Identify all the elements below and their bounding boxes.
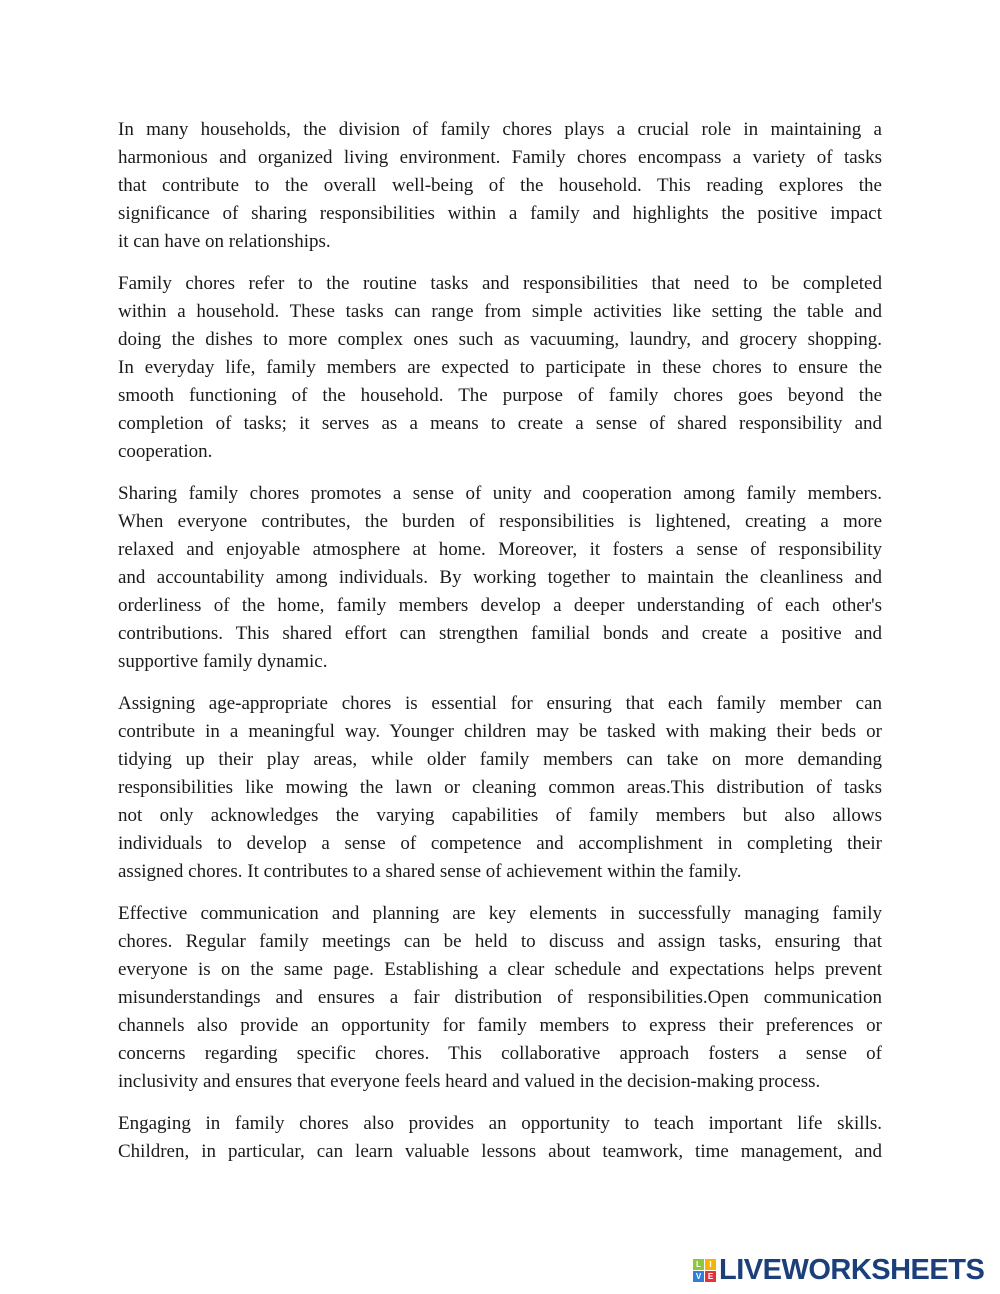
text-line: When everyone contributes, the burden of responsibilities is lightened, creating a more (118, 511, 882, 532)
text-line: channels also provide an opportunity for family members to express their preferences or (118, 1015, 882, 1036)
text-line: within a household. These tasks can range from simple activities like setting the table and (118, 301, 882, 322)
text-line: supportive family dynamic. (118, 651, 328, 672)
text-line: relaxed and enjoyable atmosphere at home. Moreover, it fosters a sense of responsibility (118, 539, 882, 560)
logo-tile: L (693, 1259, 704, 1270)
text-line: contributions. This shared effort can strengthen familial bonds and create a positive and (118, 623, 882, 644)
text-line: Sharing family chores promotes a sense of unity and cooperation among family members. (118, 483, 882, 504)
logo-tile: E (705, 1271, 716, 1282)
text-line: responsibilities like mowing the lawn or cleaning common areas.This distribution of tasks (118, 777, 882, 798)
text-line: not only acknowledges the varying capabilities of family members but also allows (118, 805, 882, 826)
live-tiles-icon (693, 1259, 716, 1282)
text-line: Children, in particular, can learn valuable lessons about teamwork, time management, and (118, 1141, 882, 1162)
text-line: assigned chores. It contributes to a shared sense of achievement within the family. (118, 861, 742, 882)
text-line: everyone is on the same page. Establishing a clear schedule and expectations helps prevent (118, 959, 882, 980)
text-line: significance of sharing responsibilities within a family and highlights the positive impact (118, 203, 882, 224)
text-line: concerns regarding specific chores. This collaborative approach fosters a sense of (118, 1043, 882, 1064)
document-body (118, 116, 882, 1180)
text-line: In many households, the division of family chores plays a crucial role in maintaining a (118, 119, 882, 140)
text-line: and accountability among individuals. By working together to maintain the cleanliness and (118, 567, 882, 588)
paragraph (118, 116, 882, 256)
text-line: it can have on relationships. (118, 231, 331, 252)
text-line: misunderstandings and ensures a fair distribution of responsibilities.Open communication (118, 987, 882, 1008)
logo-text: LIVEWORKSHEETS (719, 1254, 985, 1286)
text-line: harmonious and organized living environment. Family chores encompass a variety of tasks (118, 147, 882, 168)
text-line: smooth functioning of the household. The purpose of family chores goes beyond the (118, 385, 882, 406)
paragraph (118, 690, 882, 886)
paragraph (118, 480, 882, 676)
paragraph (118, 270, 882, 466)
text-line: cooperation. (118, 441, 213, 462)
text-line: Effective communication and planning are key elements in successfully managing family (118, 903, 882, 924)
text-line: Engaging in family chores also provides an opportunity to teach important life skills. (118, 1113, 882, 1134)
text-line: Family chores refer to the routine tasks and responsibilities that need to be completed (118, 273, 882, 294)
text-line: orderliness of the home, family members develop a deeper understanding of each other's (118, 595, 882, 616)
text-line: chores. Regular family meetings can be held to discuss and assign tasks, ensuring that (118, 931, 882, 952)
text-line: In everyday life, family members are expected to participate in these chores to ensure the (118, 357, 882, 378)
text-line: inclusivity and ensures that everyone feels heard and valued in the decision-making process. (118, 1071, 821, 1092)
text-line: that contribute to the overall well-being of the household. This reading explores the (118, 175, 882, 196)
paragraph (118, 900, 882, 1096)
paragraph (118, 1110, 882, 1166)
text-line: doing the dishes to more complex ones such as vacuuming, laundry, and grocery shopping. (118, 329, 882, 350)
logo-tile: I (705, 1259, 716, 1270)
text-line: tidying up their play areas, while older family members can take on more demanding (118, 749, 882, 770)
text-line: individuals to develop a sense of competence and accomplishment in completing their (118, 833, 882, 854)
liveworksheets-logo (693, 1254, 984, 1287)
logo-tile: V (693, 1271, 704, 1282)
text-line: completion of tasks; it serves as a means to create a sense of shared responsibility and (118, 413, 882, 434)
text-line: contribute in a meaningful way. Younger children may be tasked with making their beds or (118, 721, 882, 742)
text-line: Assigning age-appropriate chores is essential for ensuring that each family member can (118, 693, 882, 714)
